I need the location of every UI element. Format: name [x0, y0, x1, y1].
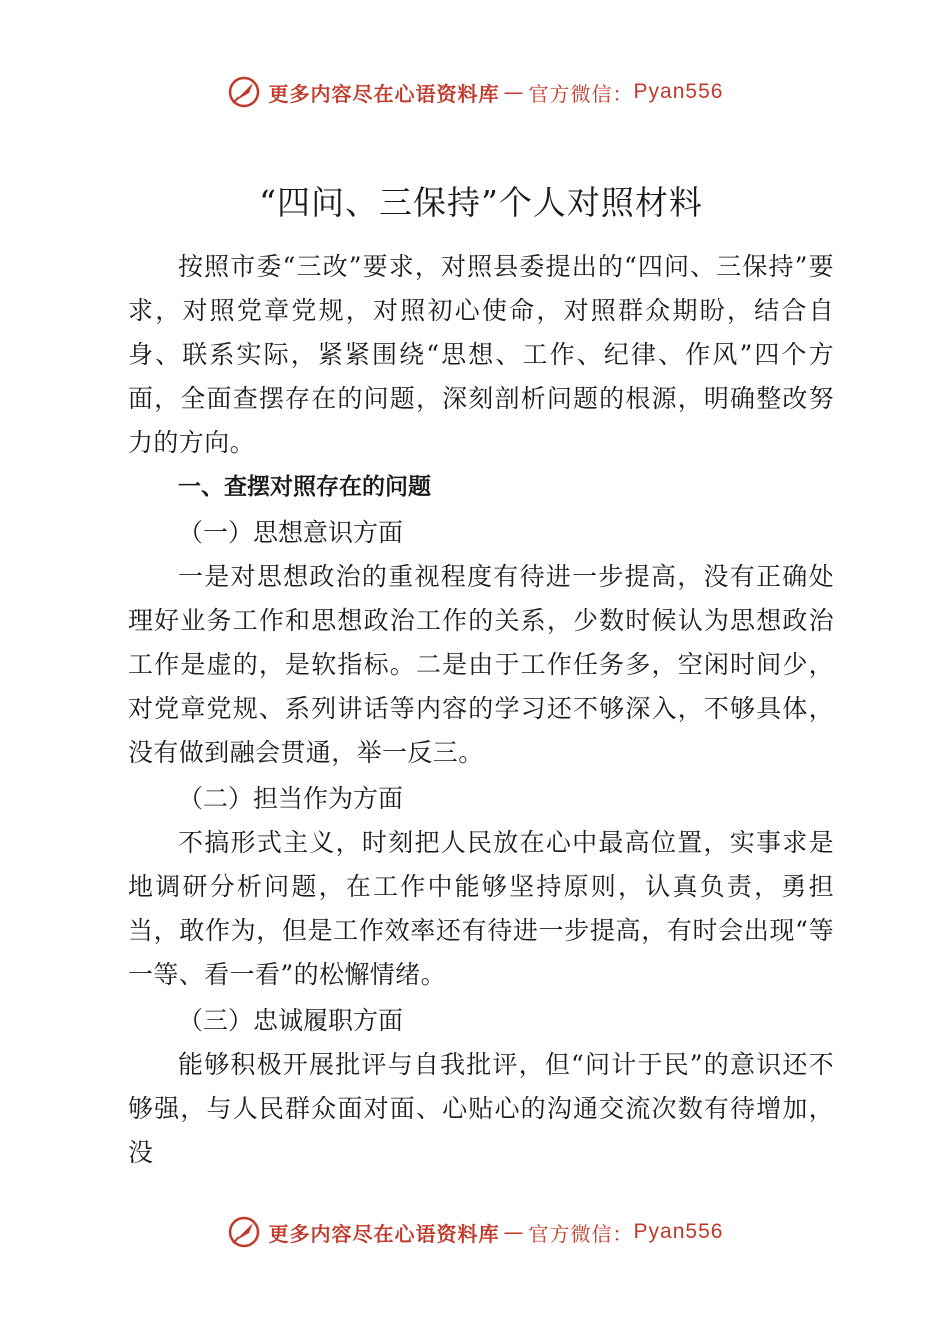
section-heading-1: 一、查摆对照存在的问题: [178, 474, 431, 500]
banner-site-text: 更多内容尽在心语资料库: [268, 81, 500, 106]
subsection-paragraph-1: 一是对思想政治的重视程度有待进一步提高，没有正确处理好业务工作和思想政治工作的关系，少数时候认为思想政治工作是虚的，是软指标。二是由于工作任务多，空闲时间少，对党章党规、系列讲话等内容的学习还不够深入，不够具体，没有做到融会贯通，举一反三。: [128, 562, 834, 767]
banner-wechat-label: 官方微信：: [528, 1221, 634, 1246]
document-body: [128, 175, 834, 1175]
subsection-paragraph-3: 能够积极开展批评与自我批评，但“问计于民”的意识还不够强，与人民群众面对面、心贴心的沟通交流次数有待增加，没: [128, 1050, 834, 1167]
header-watermark: [0, 72, 950, 112]
quill-logo-icon: [227, 75, 261, 109]
banner-dash: —: [503, 1220, 525, 1244]
banner-site-text: 更多内容尽在心语资料库: [268, 1221, 500, 1246]
banner-wechat-id: Pyan556: [633, 80, 724, 103]
subsection-paragraph-2: 不搞形式主义，时刻把人民放在心中最高位置，实事求是地调研分析问题，在工作中能够坚持原则，认真负责，勇担当，敢作为，但是工作效率还有待进一步提高，有时会出现“等一等、看一看”的松懈情绪。: [128, 828, 834, 989]
intro-paragraph: 按照市委“三改”要求，对照县委提出的“四问、三保持”要求，对照党章党规，对照初心使命，对照群众期盼，结合自身、联系实际，紧紧围绕“思想、工作、纪律、作风”四个方面，全面查摆存在的问题，深刻剖析问题的根源，明确整改努力的方向。: [128, 252, 834, 457]
subsection-heading-3: （三）忠诚履职方面: [178, 1006, 404, 1035]
banner-wechat-id: Pyan556: [633, 1220, 724, 1243]
banner-dash: —: [503, 80, 525, 104]
quill-logo-icon: [227, 1215, 261, 1249]
document-title: “四问、三保持”个人对照材料: [259, 183, 703, 222]
subsection-heading-2: （二）担当作为方面: [178, 784, 404, 813]
footer-watermark: [0, 1212, 950, 1252]
subsection-heading-1: （一）思想意识方面: [178, 518, 404, 547]
banner-wechat-label: 官方微信：: [528, 81, 634, 106]
